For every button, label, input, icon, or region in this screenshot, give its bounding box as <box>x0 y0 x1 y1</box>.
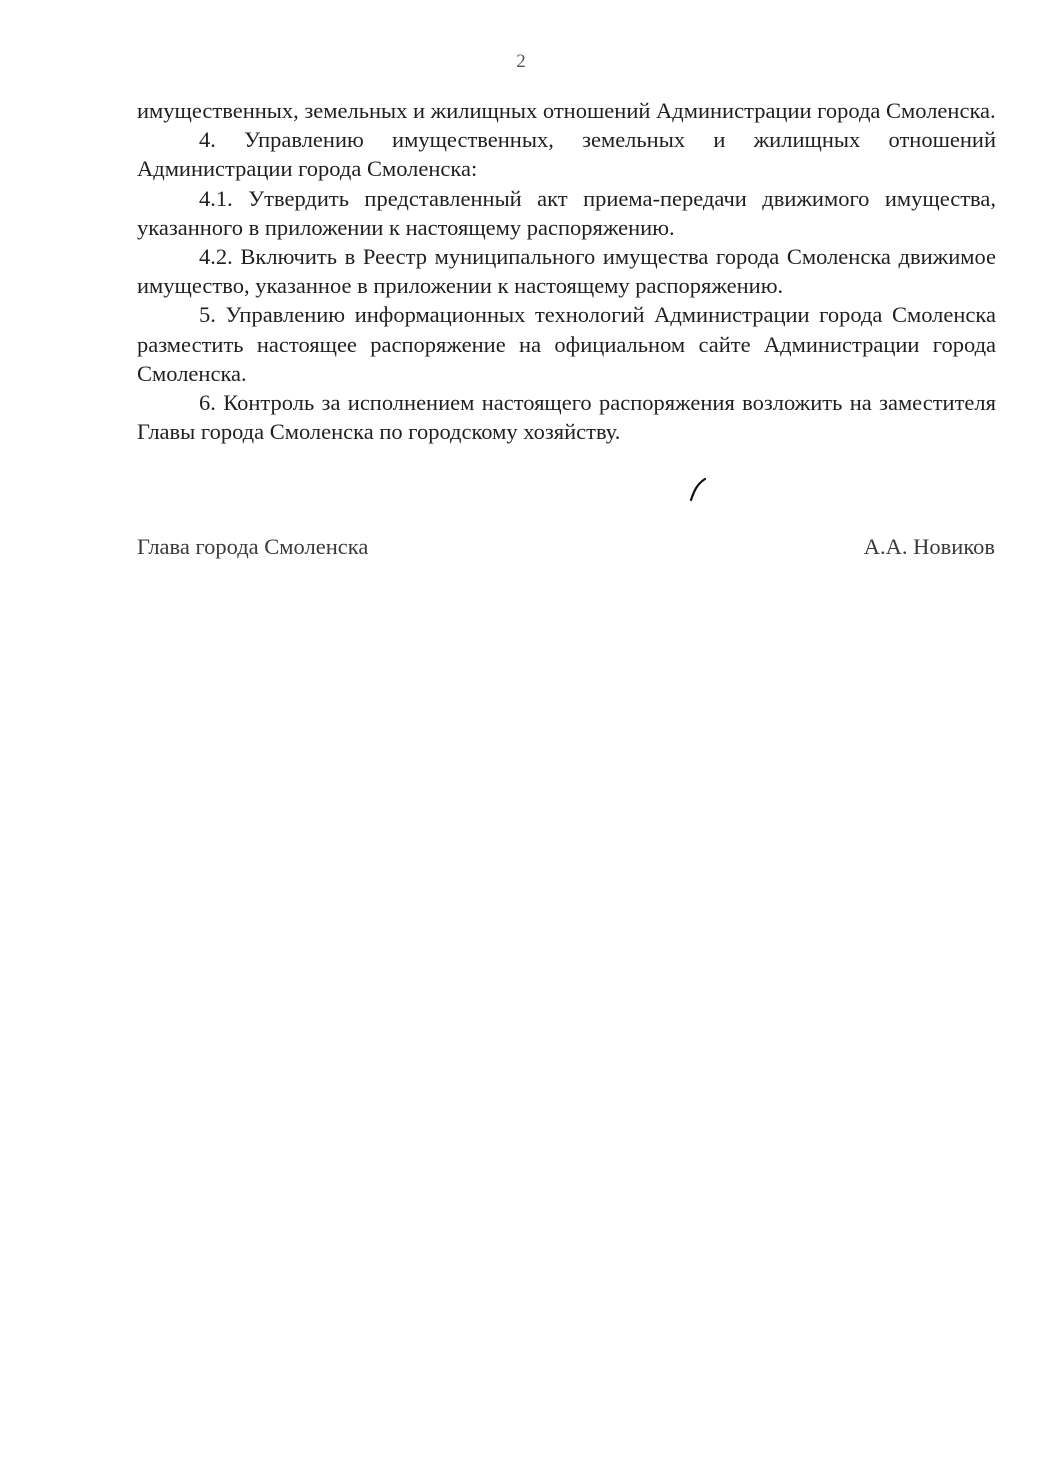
document-body <box>137 96 996 446</box>
paragraph-item-6: 6. Контроль за исполнением настоящего распоряжения возложить на заместителя Главы города Смоленска по городскому хозяйству. <box>137 390 996 445</box>
signature-stroke <box>688 476 712 502</box>
paragraph-item-5: 5. Управлению информационных технологий Администрации города Смоленска разместить настоящее распоряжение на официальном сайте Администрации города Смоленска. <box>137 302 996 386</box>
paragraph-item-4: 4. Управлению имущественных, земельных и жилищных отношений Администрации города Смоленска: <box>137 127 996 182</box>
paragraph-item-4-2: 4.2. Включить в Реестр муниципального имущества города Смоленска движимое имущество, указанное в приложении к настоящему распоряжению. <box>137 244 996 299</box>
signatory-name: А.А. Новиков <box>863 534 995 559</box>
page-number: 2 <box>516 51 526 72</box>
paragraph-continuation: имущественных, земельных и жилищных отношений Администрации города Смоленска. <box>137 98 996 123</box>
signature-block <box>137 534 995 560</box>
signatory-title: Глава города Смоленска <box>137 534 369 559</box>
paragraph-item-4-1: 4.1. Утвердить представленный акт приема-передачи движимого имущества, указанного в приложении к настоящему распоряжению. <box>137 185 996 240</box>
